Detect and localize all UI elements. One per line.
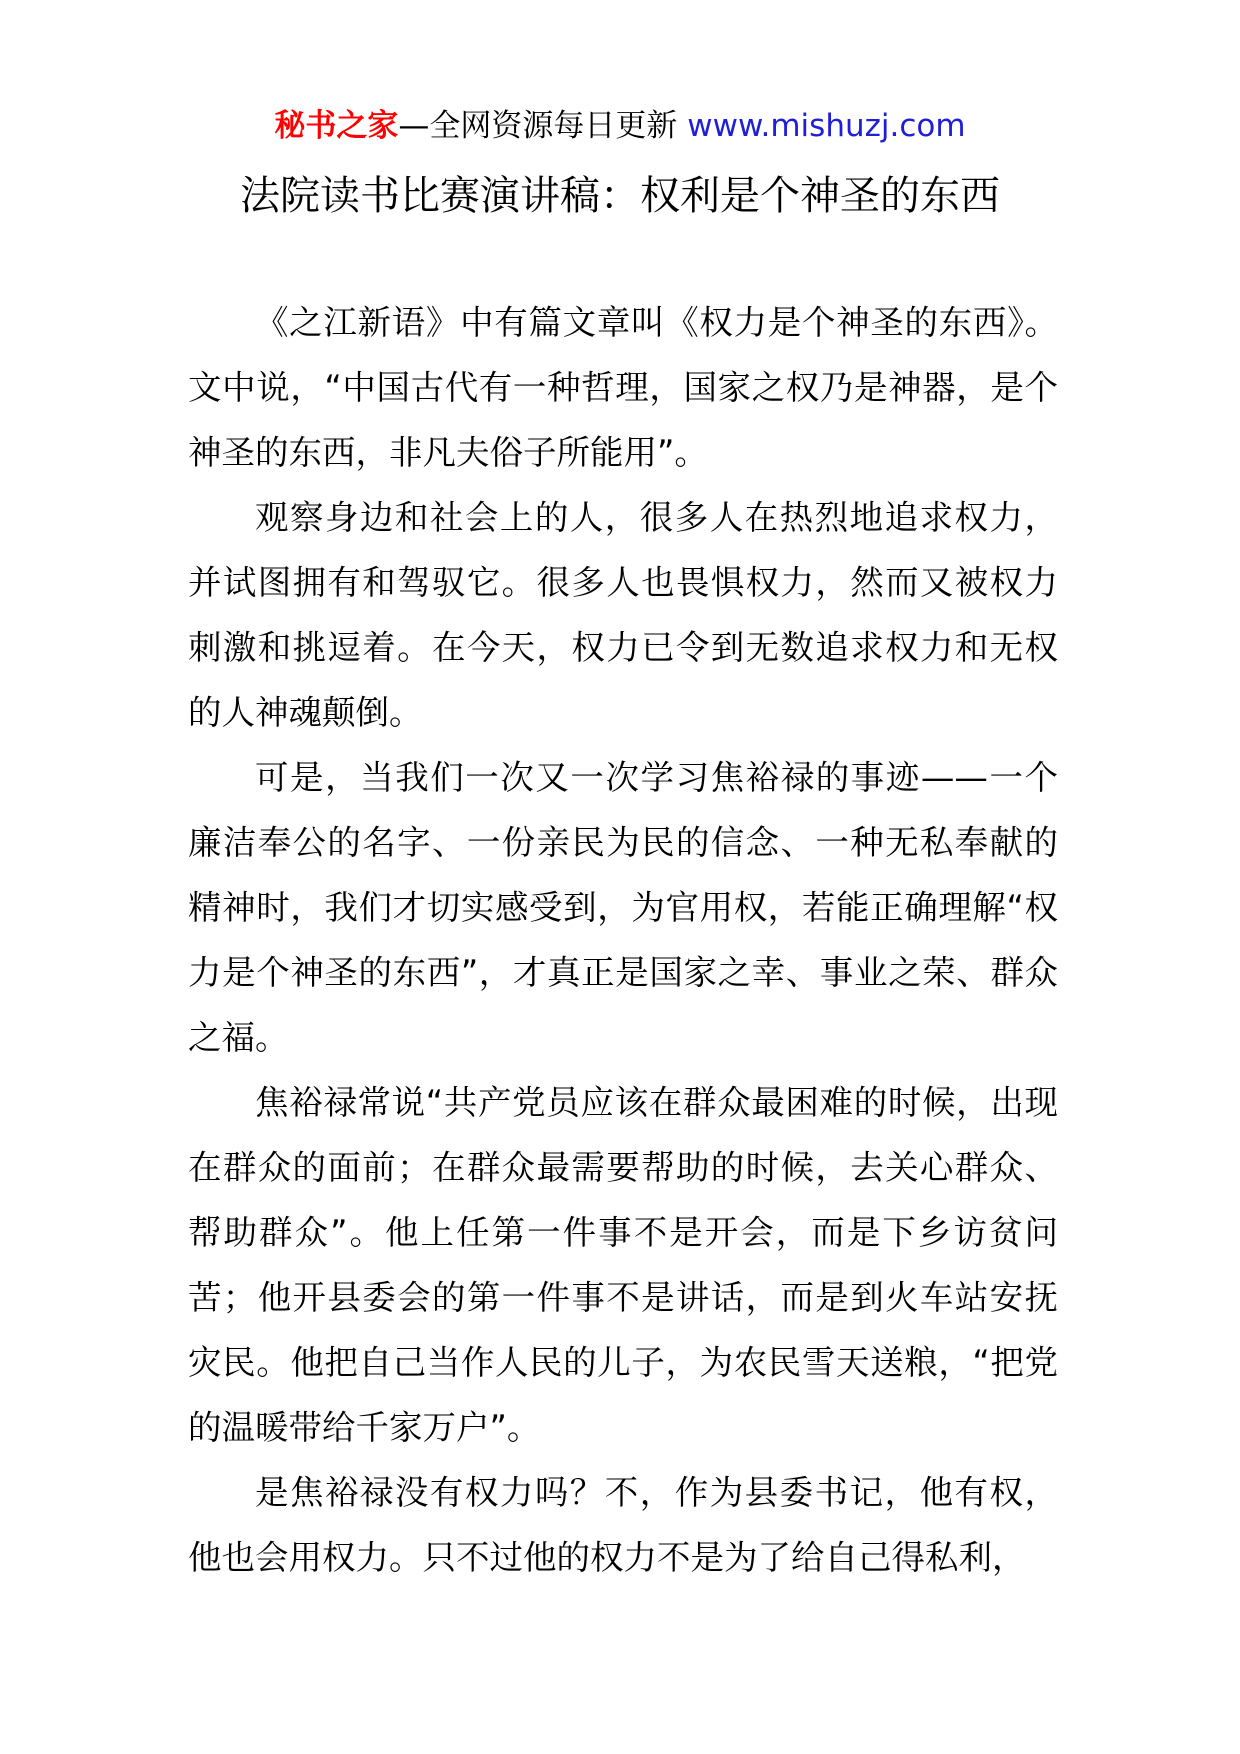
site-url-link[interactable]: www.mishuzj.com: [687, 108, 966, 144]
paragraph: 是焦裕禄没有权力吗？不，作为县委书记，他有权，他也会用权力。只不过他的权力不是为了给自己得私利，: [188, 1473, 1058, 1577]
paragraph: 《之江新语》中有篇文章叫《权力是个神圣的东西》。文中说，“中国古代有一种哲理，国家之权乃是神器，是个神圣的东西，非凡夫俗子所能用”。: [188, 303, 1058, 472]
header-tagline: —全网资源每日更新: [398, 108, 688, 144]
document-title: 法院读书比赛演讲稿：权利是个神圣的东西: [240, 173, 1000, 219]
document-body: [188, 290, 1058, 1590]
site-header: [0, 104, 1240, 148]
paragraph: 观察身边和社会上的人，很多人在热烈地追求权力，并试图拥有和驾驭它。很多人也畏惧权力，然而又被权力刺激和挑逗着。在今天，权力已令到无数追求权力和无权的人神魂颠倒。: [188, 498, 1058, 732]
paragraph: 焦裕禄常说“共产党员应该在群众最困难的时候，出现在群众的面前；在群众最需要帮助的时候，去关心群众、帮助群众”。他上任第一件事不是开会，而是下乡访贫问苦；他开县委会的第一件事不是讲话，而是到火车站安抚灾民。他把自己当作人民的儿子，为农民雪天送粮，“把党的温暖带给千家万户”。: [188, 1083, 1058, 1447]
brand-name: 秘书之家: [274, 108, 399, 144]
paragraph: 可是，当我们一次又一次学习焦裕禄的事迹——一个廉洁奉公的名字、一份亲民为民的信念、一种无私奉献的精神时，我们才切实感受到，为官用权，若能正确理解“权力是个神圣的东西”，才真正是国家之幸、事业之荣、群众之福。: [188, 758, 1058, 1057]
